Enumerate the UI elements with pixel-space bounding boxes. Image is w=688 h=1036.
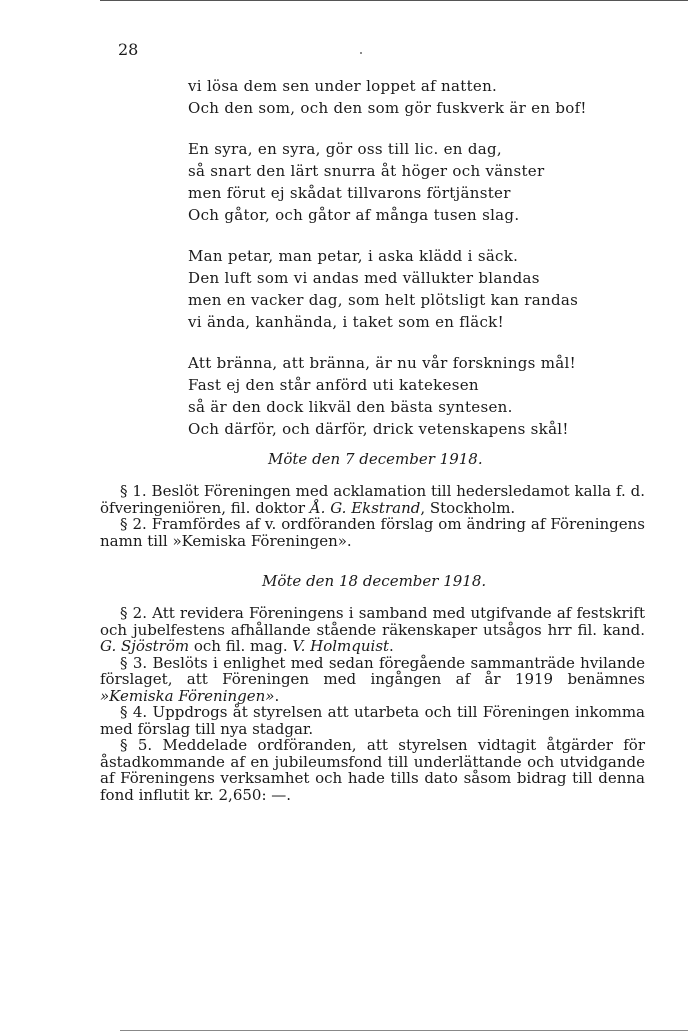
poem-line: vi ända, kanhända, i taket som en fläck!	[188, 313, 504, 331]
stanza-4	[188, 352, 608, 440]
person-name: V. Holmquist	[292, 637, 390, 655]
page-number: 28	[118, 40, 139, 59]
meeting-dec-7-minutes	[100, 483, 645, 549]
paragraph-text: .	[389, 637, 394, 655]
paragraph-text: och fil. mag.	[189, 637, 293, 655]
print-speck	[360, 52, 362, 54]
poem-line: men en vacker dag, som helt plötsligt kan randas	[188, 291, 579, 309]
meeting-heading-dec-7: Möte den 7 december 1918.	[268, 450, 483, 468]
minutes-paragraph	[100, 483, 645, 516]
society-name: »Kemiska Föreningen»	[100, 686, 275, 705]
poem-line: Och gåtor, och gåtor af många tusen slag.	[188, 206, 520, 224]
minutes-paragraph: § 4. Uppdrogs åt styrelsen att utarbeta och till Föreningen inkomma med förslag till nya stadgar.	[100, 703, 645, 738]
paragraph-text: .	[274, 686, 280, 705]
paragraph-text: , Stockholm.	[420, 498, 516, 517]
poem-line: vi lösa dem sen under loppet af natten.	[188, 77, 498, 95]
minutes-paragraph	[100, 605, 645, 655]
poem-line: så snart den lärt snurra åt höger och vänster	[188, 162, 545, 180]
poem-line: Den luft som vi andas med vällukter blandas	[188, 269, 540, 287]
meeting-dec-18-minutes	[100, 605, 645, 803]
paragraph-text: § 3. Beslöts i enlighet med sedan föregående sammanträde hvilande förslaget, att Föreningen med ingången af år 1919 benämnes	[100, 653, 645, 688]
bottom-rule	[120, 1030, 688, 1031]
poem-line: Att bränna, att bränna, är nu vår forsknings mål!	[188, 354, 576, 372]
top-rule	[100, 0, 688, 1]
stanza-1	[188, 75, 608, 119]
poem-line: Och den som, och den som gör fuskverk är en bof!	[188, 99, 587, 117]
poem-line: så är den dock likväl den bästa syntesen.	[188, 398, 513, 416]
stanza-2	[188, 138, 608, 226]
paragraph-text: § 2. Att revidera Föreningens i samband med utgifvande af festskrift och jubelfestens afhållande stående räkenskaper utsågos hrr fil. kand.	[100, 604, 645, 639]
minutes-paragraph: § 5. Meddelade ordföranden, att styrelsen vidtagit åtgärder för åstadkommande af en jubileumsfond till underlättande och utvidgande af Föreningens verksamhet och hade tills dato såsom bidrag till denna fond influtit kr. 2,650: —.	[100, 736, 645, 804]
paragraph-text: § 1. Beslöt Föreningen med acklamation till hedersledamot kalla f. d. öfveringeniören, fil. doktor	[100, 482, 645, 517]
meeting-heading-dec-18: Möte den 18 december 1918.	[262, 572, 487, 590]
person-name: Å. G. Ekstrand	[309, 498, 421, 517]
poem-line: En syra, en syra, gör oss till lic. en dag,	[188, 140, 502, 158]
person-name: G. Sjöström	[100, 637, 190, 655]
stanza-3	[188, 245, 608, 333]
minutes-paragraph: § 2. Framfördes af v. ordföranden förslag om ändring af Föreningens namn till »Kemiska Föreningen».	[100, 515, 645, 550]
poem-line: Och därför, och därför, drick vetenskapens skål!	[188, 420, 569, 438]
poem	[188, 75, 608, 459]
poem-line: men förut ej skådat tillvarons förtjänster	[188, 184, 511, 202]
minutes-paragraph	[100, 655, 645, 705]
poem-line: Man petar, man petar, i aska klädd i säck.	[188, 247, 519, 265]
poem-line: Fast ej den står anförd uti katekesen	[188, 376, 479, 394]
